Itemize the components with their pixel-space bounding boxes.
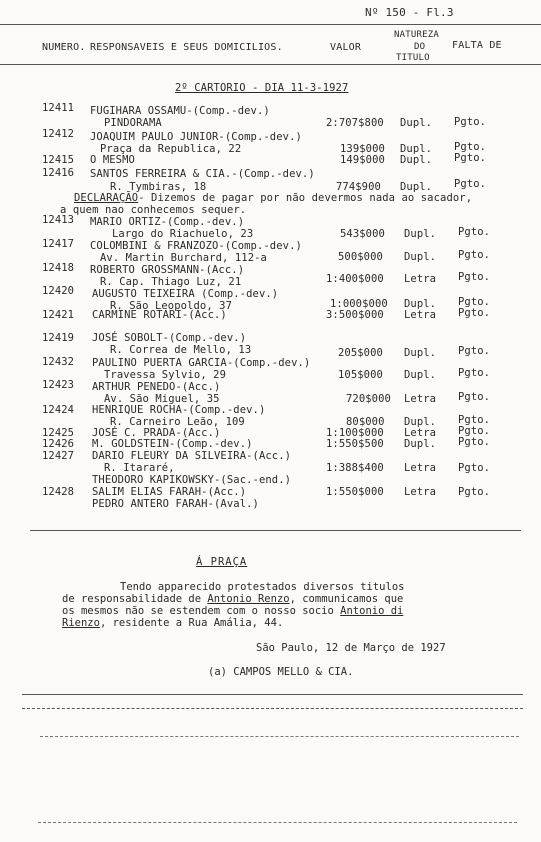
notice-line-2 (62, 593, 403, 606)
row-falta: Pgto. (458, 226, 491, 238)
row-address: PINDORAMA (104, 117, 162, 129)
row-natureza: Letra (404, 309, 437, 321)
row-natureza: Dupl. (404, 416, 437, 428)
row-natureza: Dupl. (404, 347, 437, 359)
row-name: O MESMO (90, 154, 135, 166)
row-natureza: Dupl. (404, 438, 437, 450)
row-natureza: Dupl. (400, 181, 433, 193)
row-name: M. GOLDSTEIN-(Comp.-dev.) (92, 438, 253, 450)
notice-signature: (a) CAMPOS MELLO & CIA. (208, 666, 354, 678)
row-natureza: Letra (404, 462, 437, 474)
row-name: JOSÉ C. PRADA-(Acc.) (92, 427, 221, 439)
header-bottom-rule (0, 64, 541, 65)
row-falta: Pgto. (458, 486, 491, 498)
row-natureza: Letra (404, 427, 437, 439)
header-do: DO (414, 42, 426, 52)
row-falta: Pgto. (454, 152, 487, 164)
notice-name-renzo: Antonio Renzo (207, 593, 290, 605)
row-name: JOAQUIM PAULO JUNIOR-(Comp.-dev.) (90, 131, 302, 143)
row-natureza: Letra (404, 393, 437, 405)
row-number: 12432 (42, 356, 75, 368)
row-name: MARIO ORTIZ-(Comp.-dev.) (90, 216, 245, 228)
row-number: 12425 (42, 427, 75, 439)
row-number: 12419 (42, 332, 75, 344)
row-valor: 2:707$800 (326, 117, 384, 129)
notice-name-rienzo-part2: Rienzo (62, 617, 100, 629)
row-number: 12413 (42, 214, 75, 226)
row-number: 12424 (42, 404, 75, 416)
header-responsaveis: RESPONSAVEIS E SEUS DOMICILIOS. (90, 42, 283, 53)
header-falta-de: FALTA DE (452, 40, 502, 51)
row-number: 12416 (42, 167, 75, 179)
row-falta: Pgto. (458, 249, 491, 261)
row-name: CARMINE ROTARI-(Acc.) (92, 309, 227, 321)
row-valor: 774$900 (336, 181, 381, 193)
bottom-rule-4 (38, 822, 517, 823)
notice-place-date: São Paulo, 12 de Março de 1927 (256, 642, 446, 654)
header-top-rule (0, 24, 541, 25)
bottom-rule-3 (40, 736, 519, 737)
row-address: R. Cap. Thiago Luz, 21 (100, 276, 242, 288)
row-falta: Pgto. (458, 307, 491, 319)
row-name: JOSÉ SOBOLT-(Comp.-dev.) (92, 332, 247, 344)
notice-text: , communicamos que (289, 593, 404, 605)
row-address: R. São Leopoldo, 37 (110, 300, 233, 312)
row-name: DARIO FLEURY DA SILVEIRA-(Acc.) (92, 450, 292, 462)
row-name: HENRIQUE ROCHA-(Comp.-dev.) (92, 404, 266, 416)
row-address: Av. Martin Burchard, 112-a (100, 252, 267, 264)
header-numero: NUMERO. (42, 42, 86, 53)
row-falta: Pgto. (454, 178, 487, 190)
declaration-body: - Dizemos de pagar por não devermos nada ao sacador, (138, 192, 473, 204)
row-number: 12417 (42, 238, 75, 250)
row-number: 12423 (42, 379, 75, 391)
row-address: R. Tymbiras, 18 (110, 181, 207, 193)
header-valor: VALOR (330, 42, 362, 53)
notice-line-4 (62, 617, 283, 630)
row-name: PAULINO PUERTA GARCIA-(Comp.-dev.) (92, 357, 311, 369)
header-natureza: NATUREZA (394, 30, 439, 40)
row-natureza: Dupl. (404, 369, 437, 381)
row-falta: Pgto. (458, 462, 491, 474)
row-natureza: Dupl. (400, 154, 433, 166)
row-falta: Pgto. (458, 271, 491, 283)
row-name-secondary: THEODORO KAPIKOWSKY-(Sac.-end.) (92, 474, 292, 486)
row-valor: 139$000 (340, 143, 385, 155)
row-number: 12420 (42, 285, 75, 297)
notice-text: os mesmos não se estendem com o nosso socio (62, 605, 341, 617)
row-number: 12418 (42, 262, 75, 274)
notice-line-1: Tendo apparecido protestados diversos titulos (120, 581, 405, 593)
declaration-continued: a quem nao conhecemos sequer. (60, 204, 247, 216)
notice-name-rienzo-part1: Antonio di (340, 605, 404, 617)
row-natureza: Dupl. (404, 298, 437, 310)
row-valor: 105$000 (338, 369, 383, 381)
row-number: 12426 (42, 438, 75, 450)
notice-top-rule (30, 530, 521, 531)
row-valor: 500$000 (338, 251, 383, 263)
row-natureza: Letra (404, 273, 437, 285)
row-falta: Pgto. (454, 141, 487, 153)
row-valor: 1:550$500 (326, 438, 384, 450)
row-address: Av. São Miguel, 35 (104, 393, 220, 405)
notice-text: , residente a Rua Amália, 44. (99, 617, 284, 629)
row-valor: 205$000 (338, 347, 383, 359)
row-address: Praça da Republica, 22 (100, 143, 242, 155)
row-falta: Pgto. (458, 425, 491, 437)
row-natureza: Dupl. (400, 143, 433, 155)
row-address: R. Correa de Mello, 13 (110, 344, 252, 356)
row-name-secondary: PEDRO ANTERO FARAH-(Aval.) (92, 498, 259, 510)
declaration-label: DECLARAÇÃO (74, 192, 139, 204)
row-name: AUGUSTO TEIXEIRA (Comp.-dev.) (92, 288, 279, 300)
row-valor: 80$000 (346, 416, 385, 428)
row-name: SALIM ELIAS FARAH-(Acc.) (92, 486, 247, 498)
row-name: ROBERTO GROSSMANN-(Acc.) (90, 264, 245, 276)
row-valor: 149$000 (340, 154, 385, 166)
row-valor: 543$000 (340, 228, 385, 240)
row-number: 12411 (42, 102, 75, 114)
row-falta: Pgto. (458, 296, 491, 308)
bottom-rule-1 (22, 694, 523, 695)
row-natureza: Letra (404, 486, 437, 498)
row-falta: Pgto. (454, 116, 487, 128)
row-number: 12421 (42, 309, 75, 321)
row-name: FUGIHARA OSSAMU-(Comp.-dev.) (90, 105, 270, 117)
row-falta: Pgto. (458, 367, 491, 379)
row-natureza: Dupl. (404, 251, 437, 263)
row-valor: 720$000 (346, 393, 391, 405)
row-address: Largo do Riachuelo, 23 (112, 228, 254, 240)
row-falta: Pgto. (458, 436, 491, 448)
page-reference: Nº 150 - Fl.3 (365, 6, 454, 19)
row-number: 12427 (42, 450, 75, 462)
row-natureza: Dupl. (404, 228, 437, 240)
row-number: 12415 (42, 154, 75, 166)
row-falta: Pgto. (458, 414, 491, 426)
row-natureza: Dupl. (400, 117, 433, 129)
row-name: SANTOS FERREIRA & CIA.-(Comp.-dev.) (90, 168, 315, 180)
row-name: ARTHUR PENEDO-(Acc.) (92, 381, 221, 393)
row-falta: Pgto. (458, 391, 491, 403)
row-valor: 3:500$000 (326, 309, 384, 321)
row-address: Travessa Sylvio, 29 (104, 369, 227, 381)
notice-line-3 (62, 605, 403, 618)
row-valor: 1:388$400 (326, 462, 384, 474)
row-address: R. Carneiro Leão, 109 (110, 416, 245, 428)
row-valor: 1:400$000 (326, 273, 384, 285)
row-valor: 1:550$000 (326, 486, 384, 498)
row-address: R. Itararé, (104, 462, 175, 474)
section-title: 2º CARTORIO - DIA 11-3-1927 (175, 82, 349, 94)
row-valor: 1:100$000 (326, 427, 384, 439)
notice-title: Á PRAÇA (196, 556, 248, 568)
row-number: 12428 (42, 486, 75, 498)
row-falta: Pgto. (458, 345, 491, 357)
row-name: COLOMBINI & FRANZOZO-(Comp.-dev.) (90, 240, 302, 252)
header-titulo: TITULO (396, 53, 430, 63)
declaration-text (74, 192, 472, 204)
bottom-rule-2 (22, 708, 523, 709)
row-valor: 1:000$000 (330, 298, 388, 310)
row-number: 12412 (42, 128, 75, 140)
notice-text: de responsabilidade de (62, 593, 208, 605)
